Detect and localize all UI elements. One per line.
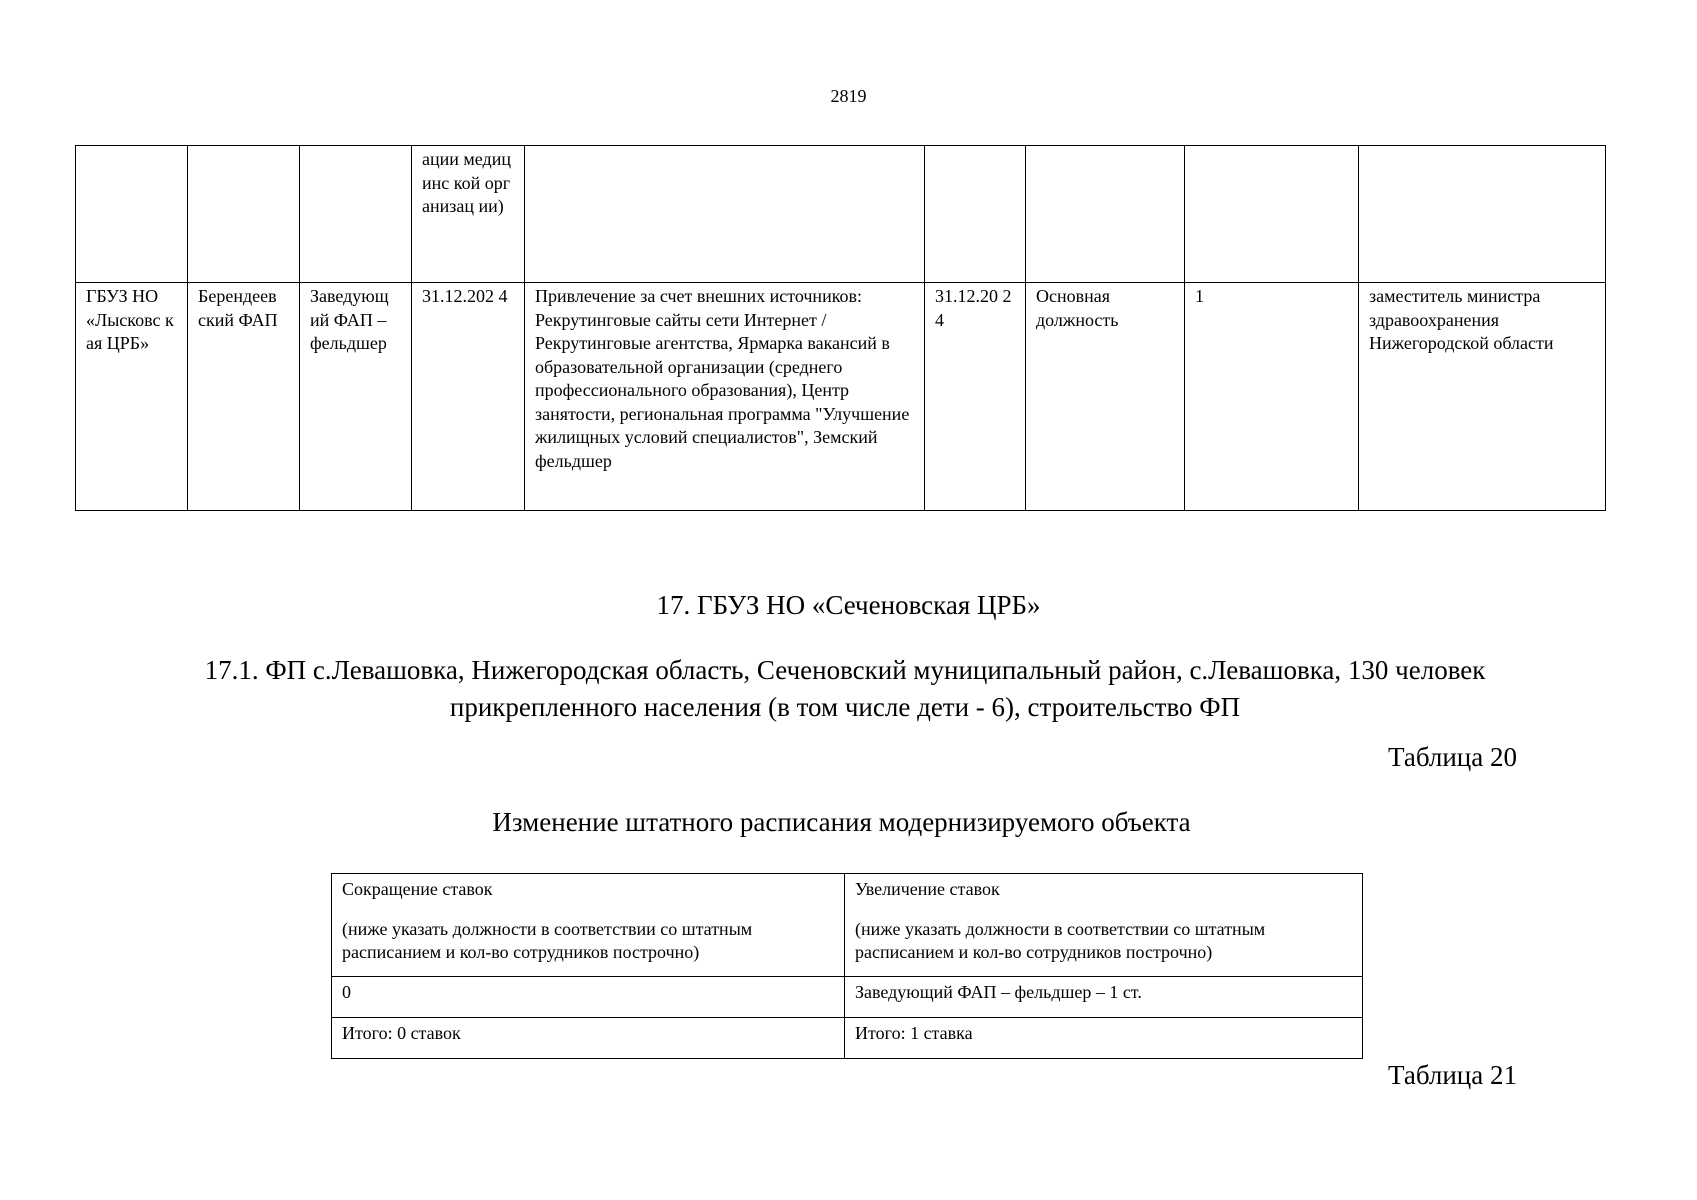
- table-row: [76, 146, 1606, 283]
- reduction-header-cell: [332, 874, 845, 977]
- table-cell: [1185, 146, 1359, 283]
- staff-schedule-table: [331, 873, 1363, 1059]
- table-cell: [76, 146, 188, 283]
- table-cell: [925, 146, 1026, 283]
- reduction-note: (ниже указать должности в соответствии со штатным расписанием и кол-во сотрудников построчно): [342, 918, 753, 962]
- measures-table: [75, 145, 1606, 511]
- table-cell: Итого: 0 ставок: [332, 1018, 845, 1059]
- table-cell-date: 31.12.202 4: [412, 283, 525, 511]
- increase-note: (ниже указать должности в соответствии со штатным расписанием и кол-во сотрудников построчно): [855, 918, 1266, 962]
- increase-header-cell: [845, 874, 1363, 977]
- page-number: 2819: [830, 86, 867, 106]
- table-row: [332, 977, 1363, 1018]
- increase-title: Увеличение ставок: [855, 879, 1000, 899]
- table-20-label: Таблица 20: [1388, 742, 1517, 772]
- table-20-title: Изменение штатного расписания модернизируемого объекта: [492, 807, 1191, 837]
- subsection-heading: 17.1. ФП с.Левашовка, Нижегородская область, Сеченовский муниципальный район, с.Левашовка, 130 человек прикрепленного населения (в том числе дети - 6), строительство ФП: [204, 655, 1486, 722]
- table-cell-facility: Берендеев ский ФАП: [188, 283, 300, 511]
- section-heading: 17. ГБУЗ НО «Сеченовская ЦРБ»: [656, 590, 1041, 620]
- table-header-row: [332, 874, 1363, 977]
- reduction-title: Сокращение ставок: [342, 879, 493, 899]
- table-21-label: Таблица 21: [1388, 1060, 1517, 1090]
- table-cell-measures: Привлечение за счет внешних источников: Рекрутинговые сайты сети Интернет / Рекрутинговые агентства, Ярмарка вакансий в образовательной организации (среднего профессионального образования), Центр занятости, региональная программа "Улучшение жилищных условий специалистов", Земский фельдшер: [525, 283, 925, 511]
- table-cell: [188, 146, 300, 283]
- table-cell: [1026, 146, 1185, 283]
- table-cell: Итого: 1 ставка: [845, 1018, 1363, 1059]
- table-cell-position: Заведующ ий ФАП – фельдшер: [300, 283, 412, 511]
- table-cell: [1359, 146, 1606, 283]
- table-row: [76, 283, 1606, 511]
- table-cell-deadline: 31.12.20 24: [925, 283, 1026, 511]
- table-cell-responsible: заместитель министра здравоохранения Нижегородской области: [1359, 283, 1606, 511]
- table-cell-employment-type: Основная должность: [1026, 283, 1185, 511]
- table-cell-organization: ГБУЗ НО «Лысковс кая ЦРБ»: [76, 283, 188, 511]
- table-cell: ации медицинс кой организац ии): [412, 146, 525, 283]
- table-cell: [525, 146, 925, 283]
- table-cell: 0: [332, 977, 845, 1018]
- table-cell: [300, 146, 412, 283]
- table-row: [332, 1018, 1363, 1059]
- table-cell-count: 1: [1185, 283, 1359, 511]
- table-cell: Заведующий ФАП – фельдшер – 1 ст.: [845, 977, 1363, 1018]
